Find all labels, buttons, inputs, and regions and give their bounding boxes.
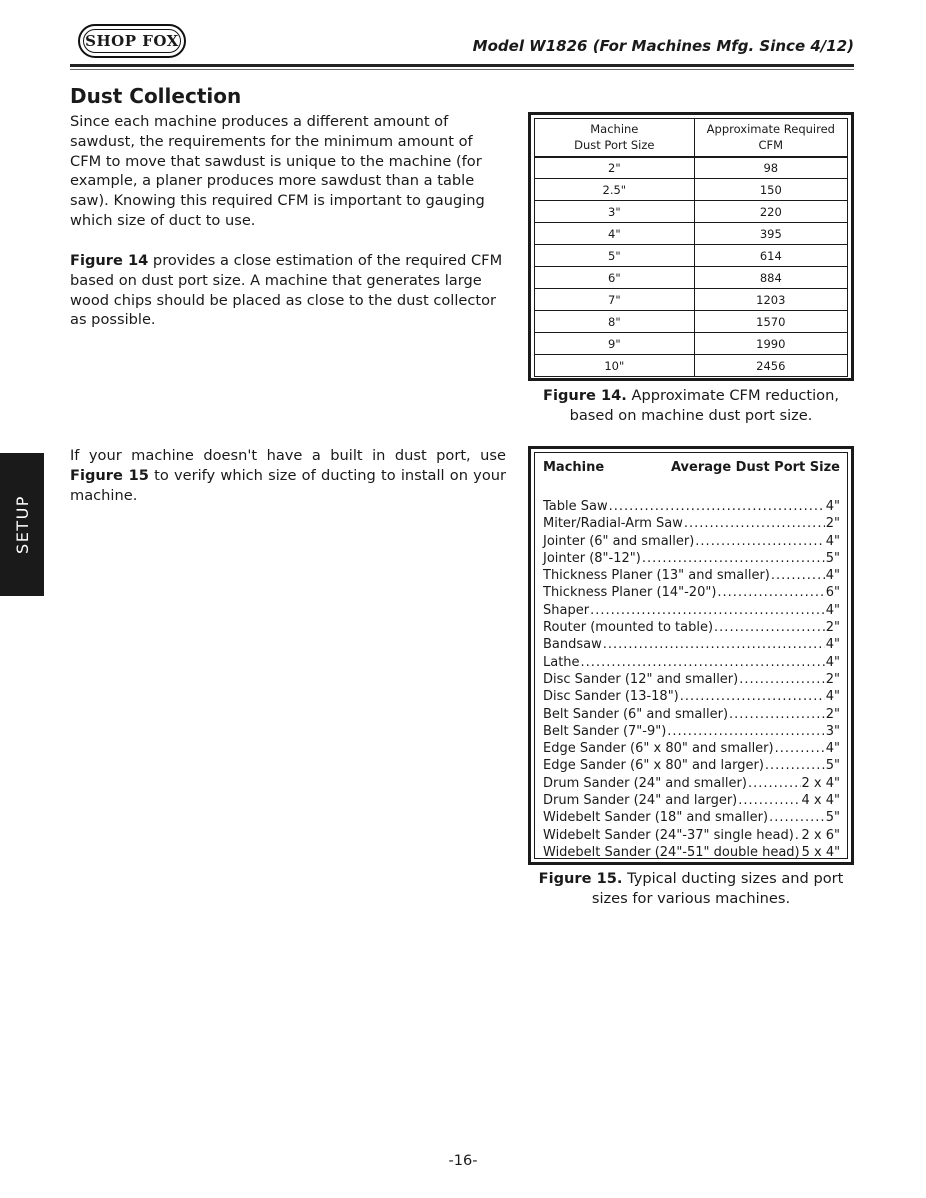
cfm-cell: 150 [694,179,847,201]
dot-leader [795,827,801,844]
figure14-paragraph: Figure 14 provides a close estimation of the required CFM based on dust port size. A machine that generates large wood chips should be placed as close to the dust collector as possible. [70,252,503,329]
machine-name: Widebelt Sander (24"-37" single head) [543,827,794,843]
port-size-cell: 2.5" [535,179,695,201]
machine-name: Widebelt Sander (24"-51" double head) [543,844,800,860]
machine-name: Disc Sander (12" and smaller) [543,671,739,687]
machine-name: Miter/Radial-Arm Saw [543,516,683,532]
header-rule-thick [70,64,854,67]
figure15-caption: Figure 15. Typical ducting sizes and port sizes for various machines. [538,870,844,907]
model-header: Model W1826 (For Machines Mfg. Since 4/12) [472,37,854,55]
machine-row [543,688,840,705]
port-size-value: 2" [825,671,840,687]
figure15-paragraph: If your machine doesn't have a built in dust port, use Figure 15 to verify which size of ducting to install on your machine. [70,447,506,504]
dot-leader [680,688,825,705]
dot-leader [684,515,825,532]
dot-leader [667,723,824,740]
machine-row [543,671,840,688]
port-size-header: Machine Dust Port Size [535,119,695,157]
machine-name: Edge Sander (6" x 80" and larger) [543,758,764,774]
machine-row [543,844,840,861]
cfm-table-row [535,333,848,355]
header-rule-thin [70,69,854,70]
cfm-table-row [535,179,848,201]
machine-row [543,584,840,601]
intro-paragraph: Since each machine produces a different amount of sawdust, the requirements for the minimum amount of CFM to move that sawdust is unique to the machine (for example, a planer produces more sawdust than a table saw). Knowing this required CFM is important to gauging which size of duct to use. [70,113,485,229]
machine-row [543,602,840,619]
figure15-ref: Figure 15 [70,466,149,484]
cfm-cell: 98 [694,157,847,179]
cfm-cell: 1570 [694,311,847,333]
port-size-value: 4" [825,654,840,670]
cfm-table-header [535,119,848,157]
machine-row [543,757,840,774]
dot-leader [738,792,800,809]
port-size-value: 6" [825,585,840,601]
dot-leader [769,809,825,826]
machine-row [543,775,840,792]
machine-name: Router (mounted to table) [543,620,714,636]
port-size-value: 2" [825,706,840,722]
cfm-table [534,118,848,377]
cfm-cell: 614 [694,245,847,267]
port-size-value: 2" [825,516,840,532]
cfm-table-row [535,201,848,223]
cfm-cell: 1990 [694,333,847,355]
machine-row [543,619,840,636]
port-size-col-header: Average Dust Port Size [670,460,840,475]
machine-name: Belt Sander (7"-9") [543,723,667,739]
dot-leader [581,654,825,671]
port-size-value: 5 x 4" [801,844,841,860]
port-size-cell: 2" [535,157,695,179]
machine-row [543,550,840,567]
machine-name: Table Saw [543,499,608,514]
machine-table [534,452,848,859]
port-size-value: 2 x 4" [801,775,840,791]
port-size-cell: 3" [535,201,695,223]
dot-leader [739,671,825,688]
figure14-caption: Figure 14. Approximate CFM reduction, based on machine dust port size. [543,387,839,424]
setup-side-tab: SETUP [0,453,44,596]
machine-name: Drum Sander (24" and smaller) [543,775,747,791]
machine-name: Belt Sander (6" and smaller) [543,706,729,722]
port-size-cell: 8" [535,311,695,333]
port-size-value: 4" [825,533,840,549]
machine-row [543,636,840,653]
machine-name: Widebelt Sander (18" and smaller) [543,810,769,826]
port-size-value: 4" [825,637,840,653]
cfm-table-row [535,355,848,377]
machine-name: Disc Sander (13-18") [543,689,679,705]
machine-row [543,809,840,826]
machine-row [543,498,840,515]
cfm-cell: 884 [694,267,847,289]
machine-row [543,827,840,844]
port-size-value: 2" [825,620,840,636]
machine-row [543,533,840,550]
machine-table-header [543,460,840,498]
machine-row [543,723,840,740]
cfm-table-row [535,223,848,245]
machine-name: Thickness Planer (14"-20") [543,585,717,601]
cfm-cell: 220 [694,201,847,223]
port-size-value: 4 x 4" [801,793,840,809]
port-size-value: 4" [825,689,840,705]
cfm-cell: 395 [694,223,847,245]
machine-row [543,567,840,584]
dot-leader [695,533,824,550]
figure14-ref: Figure 14 [70,252,149,269]
dot-leader [729,706,825,723]
dot-leader [714,619,825,636]
machine-name: Lathe [543,654,580,670]
port-size-cell: 4" [535,223,695,245]
cfm-table-frame [528,112,854,381]
port-size-value: 4" [825,499,840,514]
dot-leader [748,775,801,792]
dot-leader [775,740,825,757]
machine-name: Edge Sander (6" x 80" and smaller) [543,741,774,757]
dot-leader [765,757,825,774]
port-size-value: 4" [825,568,840,584]
machine-name: Shaper [543,602,590,618]
port-size-value: 5" [825,550,840,566]
port-size-cell: 7" [535,289,695,311]
cfm-table-row [535,157,848,179]
machine-row [543,706,840,723]
page-number: -16- [448,1152,478,1169]
dot-leader [609,498,825,515]
cfm-table-row [535,289,848,311]
port-size-value: 2 x 6" [801,827,840,843]
port-size-cell: 5" [535,245,695,267]
machine-row [543,515,840,532]
port-size-value: 3" [825,723,840,739]
machine-name: Thickness Planer (13" and smaller) [543,568,770,584]
machine-name: Jointer (8"-12") [543,550,641,566]
machine-row [543,654,840,671]
port-size-cell: 6" [535,267,695,289]
cfm-table-row [535,245,848,267]
cfm-cell: 2456 [694,355,847,377]
machine-name: Drum Sander (24" and larger) [543,793,738,809]
port-size-value: 5" [825,758,840,774]
port-size-cell: 9" [535,333,695,355]
machine-name: Bandsaw [543,637,602,653]
section-title: Dust Collection [70,84,242,108]
dot-leader [642,550,825,567]
port-size-value: 5" [825,810,840,826]
shop-fox-logo: SHOP FOX [78,24,186,58]
cfm-cell: 1203 [694,289,847,311]
dot-leader [603,636,825,653]
dot-leader [771,567,825,584]
machine-col-header: Machine [543,460,605,475]
port-size-value: 4" [825,741,840,757]
port-size-value: 4" [825,602,840,618]
dot-leader [590,602,825,619]
cfm-table-row [535,311,848,333]
port-size-cell: 10" [535,355,695,377]
machine-row [543,740,840,757]
machine-row [543,792,840,809]
machine-table-frame [528,446,854,865]
machine-name: Jointer (6" and smaller) [543,533,695,549]
cfm-header: Approximate Required CFM [694,119,847,157]
cfm-table-row [535,267,848,289]
dot-leader [717,584,824,601]
